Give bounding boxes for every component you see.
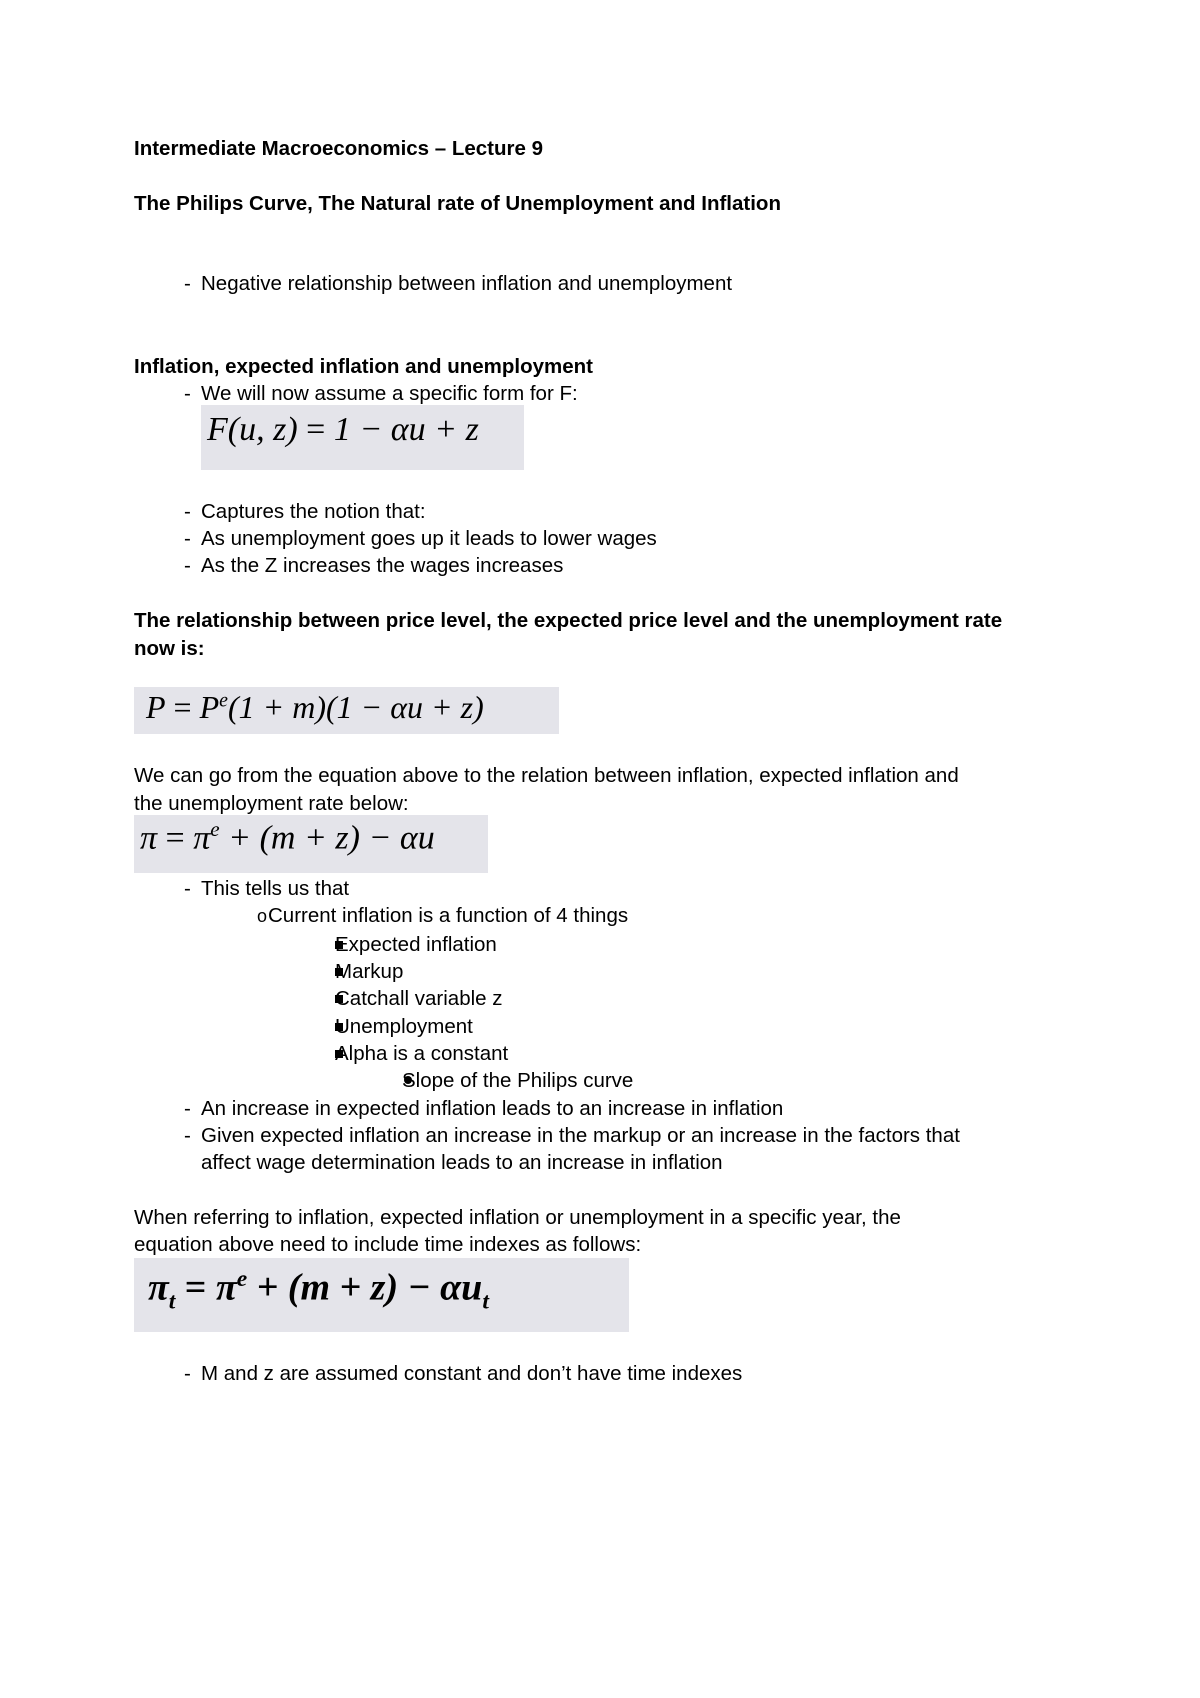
eq2-equals: = xyxy=(173,689,192,725)
bullet-text: This tells us that xyxy=(201,877,350,900)
list-item: Markup xyxy=(335,960,404,983)
section-heading-price-level: The relationship between price level, the expected price level and the unemployment rate xyxy=(134,609,1003,632)
dash-bullet: - xyxy=(184,877,191,900)
paragraph-line: equation above need to include time indexes as follows: xyxy=(134,1233,642,1256)
eq3-pi: π xyxy=(140,819,158,857)
eq3-pie: π xyxy=(193,819,211,857)
section-heading-inflation: Inflation, expected inflation and unemployment xyxy=(134,355,594,378)
list-item: Catchall variable z xyxy=(335,987,503,1010)
bullet-text: As the Z increases the wages increases xyxy=(201,554,564,577)
document-subtitle: The Philips Curve, The Natural rate of Unemployment and Inflation xyxy=(134,192,781,215)
document-title: Intermediate Macroeconomics – Lecture 9 xyxy=(134,137,544,160)
eq3-rest: + (m + z) − αu xyxy=(228,819,435,857)
dash-bullet: - xyxy=(184,1097,191,1120)
eq4-sub2: t xyxy=(482,1288,489,1315)
eq4-equals: = xyxy=(184,1266,207,1309)
bullet-text: Given expected inflation an increase in the markup or an increase in the factors that xyxy=(201,1124,960,1147)
eq4-rest: + (m + z) − αu xyxy=(256,1266,483,1309)
eq2-sup: e xyxy=(219,689,228,712)
eq2-pe: P xyxy=(199,689,220,725)
list-item: Expected inflation xyxy=(335,933,497,956)
dash-bullet: - xyxy=(184,500,191,523)
list-item: Alpha is a constant xyxy=(335,1042,509,1065)
eq4-pi: π xyxy=(148,1266,169,1309)
sub-bullet-text: Current inflation is a function of 4 things xyxy=(268,904,629,927)
eq4-sup: e xyxy=(236,1266,248,1292)
section-heading-price-level-cont: now is: xyxy=(134,637,205,660)
paragraph-line: When referring to inflation, expected inflation or unemployment in a specific year, the xyxy=(134,1206,901,1229)
list-item: Unemployment xyxy=(335,1015,473,1038)
eq3-sup: e xyxy=(210,817,220,841)
equation-inflation-time-indexed xyxy=(134,1258,629,1332)
bullet-text: As unemployment goes up it leads to lower wages xyxy=(201,527,657,550)
dash-bullet: - xyxy=(184,1362,191,1385)
paragraph-line: We can go from the equation above to the relation between inflation, expected inflation and xyxy=(134,764,959,787)
eq2-p: P xyxy=(146,689,166,725)
dash-bullet: - xyxy=(184,382,191,405)
eq2-rest: (1 + m)(1 − αu + z) xyxy=(227,689,484,725)
bullet-text-cont: affect wage determination leads to an increase in inflation xyxy=(201,1151,723,1174)
bullet-text: M and z are assumed constant and don’t have time indexes xyxy=(201,1362,743,1385)
paragraph-line: the unemployment rate below: xyxy=(134,792,409,815)
sub-sub-bullet-text: Slope of the Philips curve xyxy=(402,1069,634,1092)
circle-bullet: o xyxy=(257,906,268,926)
intro-bullet-text: Negative relationship between inflation and unemployment xyxy=(201,272,733,295)
bullet-text: We will now assume a specific form for F: xyxy=(201,382,578,405)
equation-inflation xyxy=(134,815,488,873)
eq1-equals: = xyxy=(306,411,326,448)
bullet-text: Captures the notion that: xyxy=(201,500,426,523)
dash-bullet: - xyxy=(184,527,191,550)
dash-bullet: - xyxy=(184,1124,191,1147)
eq1-lhs: F(u, z) xyxy=(207,411,298,448)
eq4-sub: t xyxy=(168,1288,176,1315)
dash-bullet: - xyxy=(184,554,191,577)
bullet-text: An increase in expected inflation leads to an increase in inflation xyxy=(201,1097,784,1120)
equation-price-level xyxy=(134,687,559,734)
equation-f-function xyxy=(201,405,524,470)
dash-bullet: - xyxy=(184,272,191,295)
eq1-rhs: 1 − αu + z xyxy=(333,411,479,448)
eq3-equals: = xyxy=(165,819,185,857)
eq4-pie: π xyxy=(215,1266,237,1309)
